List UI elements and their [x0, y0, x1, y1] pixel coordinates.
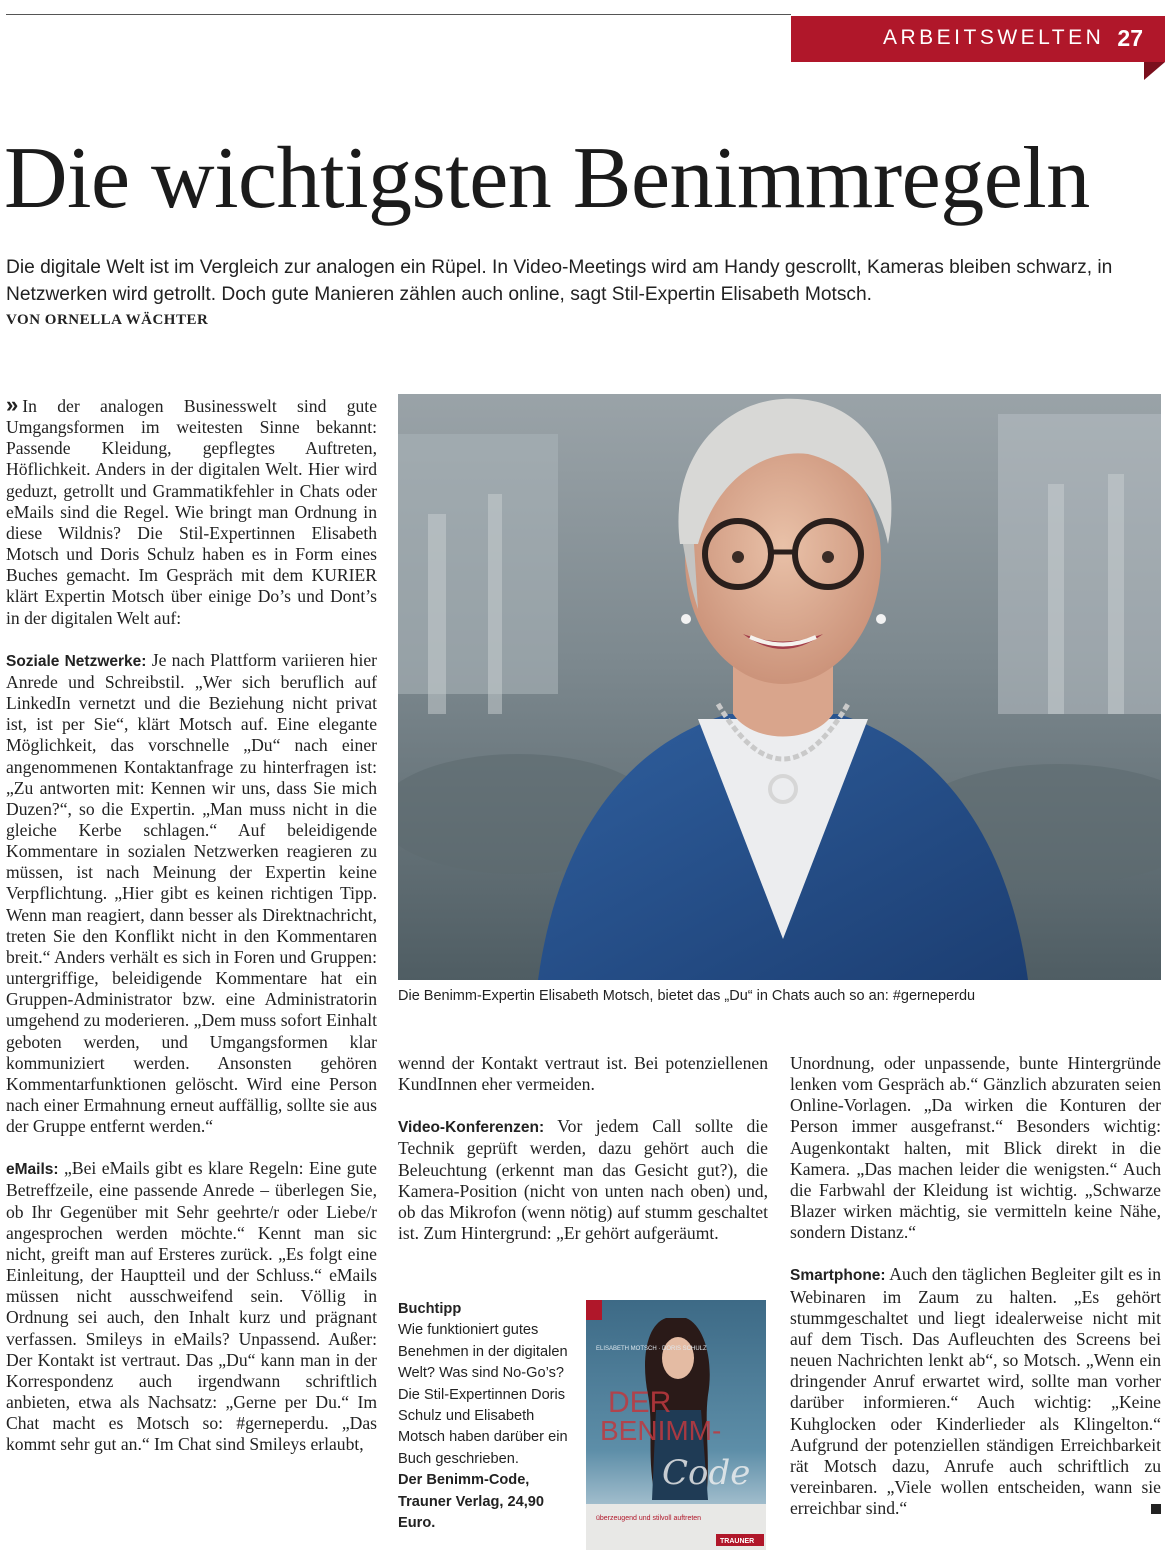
video-label: Video-Konferenzen:	[398, 1119, 545, 1137]
text-column-left	[6, 392, 377, 1456]
video-continuation: Unordnung, oder unpassende, bunte Hintergründe lenken vom Gespräch ab.“ Gänzlich abzuraten seien Online-Vorlagen. „Da wirken die Konturen der Person immer ausgefranst.“ Besonders wichtig: Augenkontakt halten, mit Blick direkt in die Kamera. „Das machen leider die wenigsten.“ Auch die Farbwahl der Kleidung ist wichtig. „Schwarze Blazer wirken mächtig, sie vermitteln keine Nähe, sondern Distanz.“	[790, 1053, 1161, 1243]
smartphone-paragraph	[790, 1264, 1161, 1519]
social-text: Je nach Plattform variieren hier Anrede und Schreibstil. „Wer sich beruflich auf LinkedIn vernetzt und die Beziehung nicht privat ist, ist per Sie“, klärt Motsch auf. Eine elegante Möglichkeit, das vorschnelle „Du“ nach einer angenommenen Kontaktanfrage zu hinterfragen ist: „Zu antworten mit: Kennen wir uns, dass Sie mich Duzen?“, so die Expertin. „Man muss nicht in die gleiche Kerbe schlagen.“ Auf beleidigende Kommentare in sozialen Netzwerken reagieren zu müssen, ist nach Meinung der Expertin keine Verpflichtung. „Hier gibt es keinen richtigen Tipp. Wenn man reagiert, dann besser als Direktnachricht, treten Sie den Konflikt nicht in den Kommentaren breit.“ Anders verhält es sich in Foren und Gruppen: untergriffige, beleidigende Kommentare hat ein Gruppen-Administrator bzw. eine Administratorin umgehend zu moderieren. „Dem muss sofort Einhalt geboten werden, und Umgangsformen klar kommuniziert werden. Ansonsten gehören Kommentarfunktionen gelöscht. Wird eine Person nach einer Ermahnung erneut auffällig, sollte sie aus der Gruppe entfernt werden.“	[6, 649, 377, 1137]
book-cover-illustration	[586, 1300, 766, 1550]
section-tab-fold	[1144, 62, 1165, 80]
social-paragraph	[6, 650, 377, 1138]
cover-publisher: TRAUNER	[720, 1538, 755, 1545]
video-paragraph	[398, 1116, 768, 1244]
lead-paragraph: Die digitale Welt ist im Vergleich zur analogen ein Rüpel. In Video-Meetings wird am Handy gescrollt, Kameras bleiben schwarz, in Netzwerken wird getrollt. Doch gute Manieren zählen auch online, sagt Stil-Expertin Elisabeth Motsch.	[6, 257, 1113, 305]
headline: Die wichtigsten Benimmregeln	[4, 130, 1090, 227]
emails-continuation: wennd der Kontakt vertraut ist. Bei potenziellenen KundInnen eher vermeiden.	[398, 1053, 768, 1095]
cover-authors: ELISABETH MOTSCH · DORIS SCHULZ	[596, 1346, 707, 1352]
portrait-illustration	[398, 394, 1161, 980]
book-cover	[586, 1300, 766, 1550]
cover-tagline: überzeugend und stilvoll auftreten	[596, 1515, 702, 1522]
cover-title-1: DER	[608, 1386, 672, 1419]
photo-caption: Die Benimm-Expertin Elisabeth Motsch, bietet das „Du“ in Chats auch so an: #gerneperdu	[398, 988, 976, 1004]
social-label: Soziale Netzwerke:	[6, 652, 147, 670]
intro-paragraph	[6, 392, 377, 629]
section-tab	[791, 16, 1165, 62]
book-tip	[398, 1299, 578, 1534]
text-column-right	[790, 1053, 1161, 1519]
book-tip-title: Buchtipp	[398, 1301, 462, 1317]
smartphone-text: Auch den täglichen Begleiter gilt es in Webinaren im Zaum zu halten. „Es gehört stummgeschaltet und liegt idealerweise nicht mit auf dem Tisch. Das Aufleuchten des Screens bei neuen Nachrichten lenkt ab“, so Motsch. „Wenn ein dringender Anruf erwartet wird, sollte man vorher darüber informieren.“ Auch wichtig: „Keine Kuhglocken oder Kinderlieder als Klingelton.“ Aufgrund der potenziellen ständigen Erreichbarkeit rät Motsch dazu, Anrufe auch schriftlich zu vereinbaren. „Viele wollen entscheiden, wann sie erreichbar sind.“	[790, 1264, 1161, 1519]
cover-title-3: Code	[662, 1453, 751, 1493]
emails-label: eMails:	[6, 1161, 59, 1179]
emails-paragraph	[6, 1158, 377, 1455]
page-number: 27	[1117, 25, 1143, 51]
book-tip-book: Der Benimm-Code, Trauner Verlag, 24,90 Euro.	[398, 1472, 545, 1532]
book-tip-text: Wie funktioniert gutes Benehmen in der digitalen Welt? Was sind No-Go’s? Die Stil-Expertinnen Doris Schulz und Elisabeth Motsch haben darüber ein Buch geschrieben.	[398, 1322, 568, 1467]
end-of-article-icon	[1151, 1504, 1161, 1514]
section-name: ARBEITSWELTEN	[883, 26, 1105, 49]
cover-title-2: BENIMM-	[600, 1415, 722, 1446]
quote-marker-icon: »	[6, 392, 19, 417]
intro-text: In der analogen Businesswelt sind gute Umgangsformen im weitesten Sinne bekannt: Passende Kleidung, gepflegtes Auftreten, Höflichkeit. Anders in der digitalen Welt. Hier wird geduzt, getrollt und Grammatikfehler in Chats oder eMails sind die Regel. Wie bringt man Ordnung in diese Wildnis? Die Stil-Expertinnen Elisabeth Motsch und Doris Schulz haben es in Form eines Buches gemacht. Im Gespräch mit dem KURIER klärt Expertin Motsch über einige Do’s und Dont’s in der digitalen Welt auf:	[6, 396, 377, 628]
byline: VON ORNELLA WÄCHTER	[6, 312, 209, 328]
top-rule	[6, 14, 791, 15]
text-column-middle	[398, 1053, 768, 1244]
video-text: Vor jedem Call sollte die Technik geprüft werden, dazu gehört auch die Beleuchtung (erkennt man das Gesicht gut?), die Kamera-Position (nicht von unten nach oben) und, ob das Mikrofon (wenn nötig) auf stumm geschaltet ist. Zum Hintergrund: „Er gehört aufgeräumt.	[398, 1116, 768, 1244]
portrait-photo	[398, 394, 1161, 980]
emails-text: „Bei eMails gibt es klare Regeln: Eine gute Betreffzeile, eine passende Anrede – überlegen Sie, ob Ihr Gegenüber mit Sehr geehrte/r oder Liebe/r angesprochen werden möchte.“ Kennt man sic nicht, greift man auf Ersteres zurück. „Es folgt eine Einleitung, der Hauptteil und der Schluss.“ eMails müssen nicht ausschweifend sein. Völlig in Ordnung sei auch, den Inhalt kurz und prägnant verfassen. Smileys in eMails? Unpassend. Außer: Der Kontakt ist vertraut. Das „Du“ kann man in der Korrespondenz auch irgendwann schriftlich anbieten, etwa als Nachsatz: „Gerne per Du.“ Im Chat macht es Motsch so: #gerneperdu. „Das kommt sehr gut an.“ Im Chat sind Smileys erlaubt,	[6, 1158, 377, 1455]
smartphone-label: Smartphone:	[790, 1267, 886, 1285]
